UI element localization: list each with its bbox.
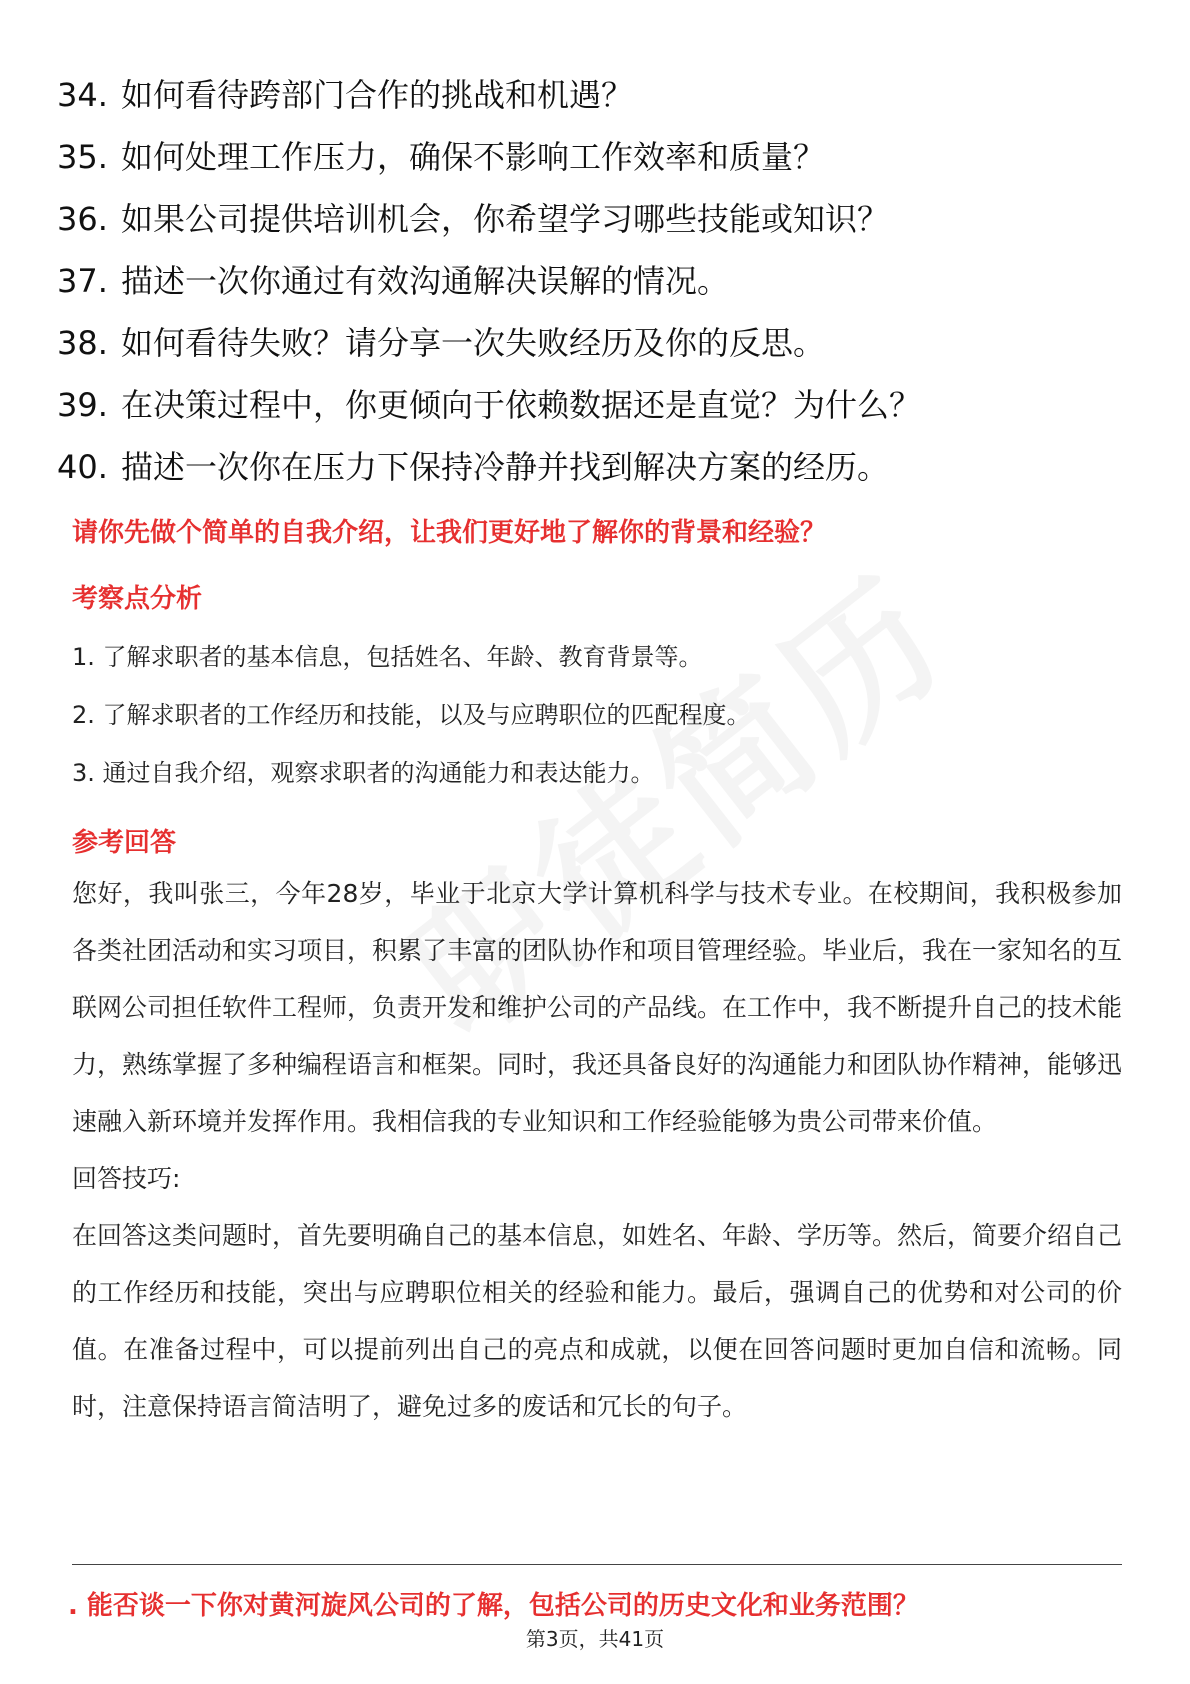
answer-paragraph: [72, 865, 1122, 1435]
question-item: [57, 126, 1137, 188]
question-item: [57, 64, 1137, 126]
question-text: 如何看待失败？请分享一次失败经历及你的反思。: [121, 324, 826, 362]
question-item: [57, 312, 1137, 374]
question-text: 如何看待跨部门合作的挑战和机遇？: [121, 76, 634, 114]
section-title: 请你先做个简单的自我介绍，让我们更好地了解你的背景和经验？: [72, 518, 827, 548]
question-number: 34.: [57, 76, 108, 114]
question-number: 39.: [57, 386, 108, 424]
next-question-title: . 能否谈一下你对黄河旋风公司的了解，包括公司的历史文化和业务范围？: [68, 1591, 919, 1621]
question-item: [57, 188, 1137, 250]
analysis-item: 2. 了解求职者的工作经历和技能，以及与应聘职位的匹配程度。: [72, 701, 751, 729]
question-item: [57, 250, 1137, 312]
page-number: 第3页，共41页: [525, 1627, 665, 1651]
question-text: 描述一次你通过有效沟通解决误解的情况。: [121, 262, 730, 300]
divider: [72, 1564, 1122, 1565]
question-text: 在决策过程中，你更倾向于依赖数据还是直觉？为什么？: [121, 386, 922, 424]
question-number: 38.: [57, 324, 108, 362]
question-number: 36.: [57, 200, 108, 238]
tips-text: 在回答这类问题时，首先要明确自己的基本信息，如姓名、年龄、学历等。然后，简要介绍自己的工作经历和技能，突出与应聘职位相关的经验和能力。最后，强调自己的优势和对公司的价值。在准备过程中，可以提前列出自己的亮点和成就，以便在回答问题时更加自信和流畅。同时，注意保持语言简洁明了，避免过多的废话和冗长的句子。: [72, 1221, 1123, 1421]
question-text: 描述一次你在压力下保持冷静并找到解决方案的经历。: [121, 448, 890, 486]
question-item: [57, 374, 1137, 436]
answer-heading: 参考回答: [72, 828, 177, 858]
question-number: 35.: [57, 138, 108, 176]
tips-heading: 回答技巧:: [72, 1164, 181, 1193]
question-number: 40.: [57, 448, 108, 486]
question-list: [57, 64, 1137, 498]
question-text: 如果公司提供培训机会，你希望学习哪些技能或知识？: [121, 200, 890, 238]
question-number: 37.: [57, 262, 108, 300]
analysis-heading: 考察点分析: [72, 584, 203, 614]
analysis-item: 3. 通过自我介绍，观察求职者的沟通能力和表达能力。: [72, 759, 655, 787]
analysis-item: 1. 了解求职者的基本信息，包括姓名、年龄、教育背景等。: [72, 643, 703, 671]
question-item: [57, 436, 1137, 498]
answer-text: 您好，我叫张三，今年28岁，毕业于北京大学计算机科学与技术专业。在校期间，我积极参加各类社团活动和实习项目，积累了丰富的团队协作和项目管理经验。毕业后，我在一家知名的互联网公司担任软件工程师，负责开发和维护公司的产品线。在工作中，我不断提升自己的技术能力，熟练掌握了多种编程语言和框架。同时，我还具备良好的沟通能力和团队协作精神，能够迅速融入新环境并发挥作用。我相信我的专业知识和工作经验能够为贵公司带来价值。: [72, 879, 1123, 1136]
question-text: 如何处理工作压力，确保不影响工作效率和质量？: [121, 138, 826, 176]
